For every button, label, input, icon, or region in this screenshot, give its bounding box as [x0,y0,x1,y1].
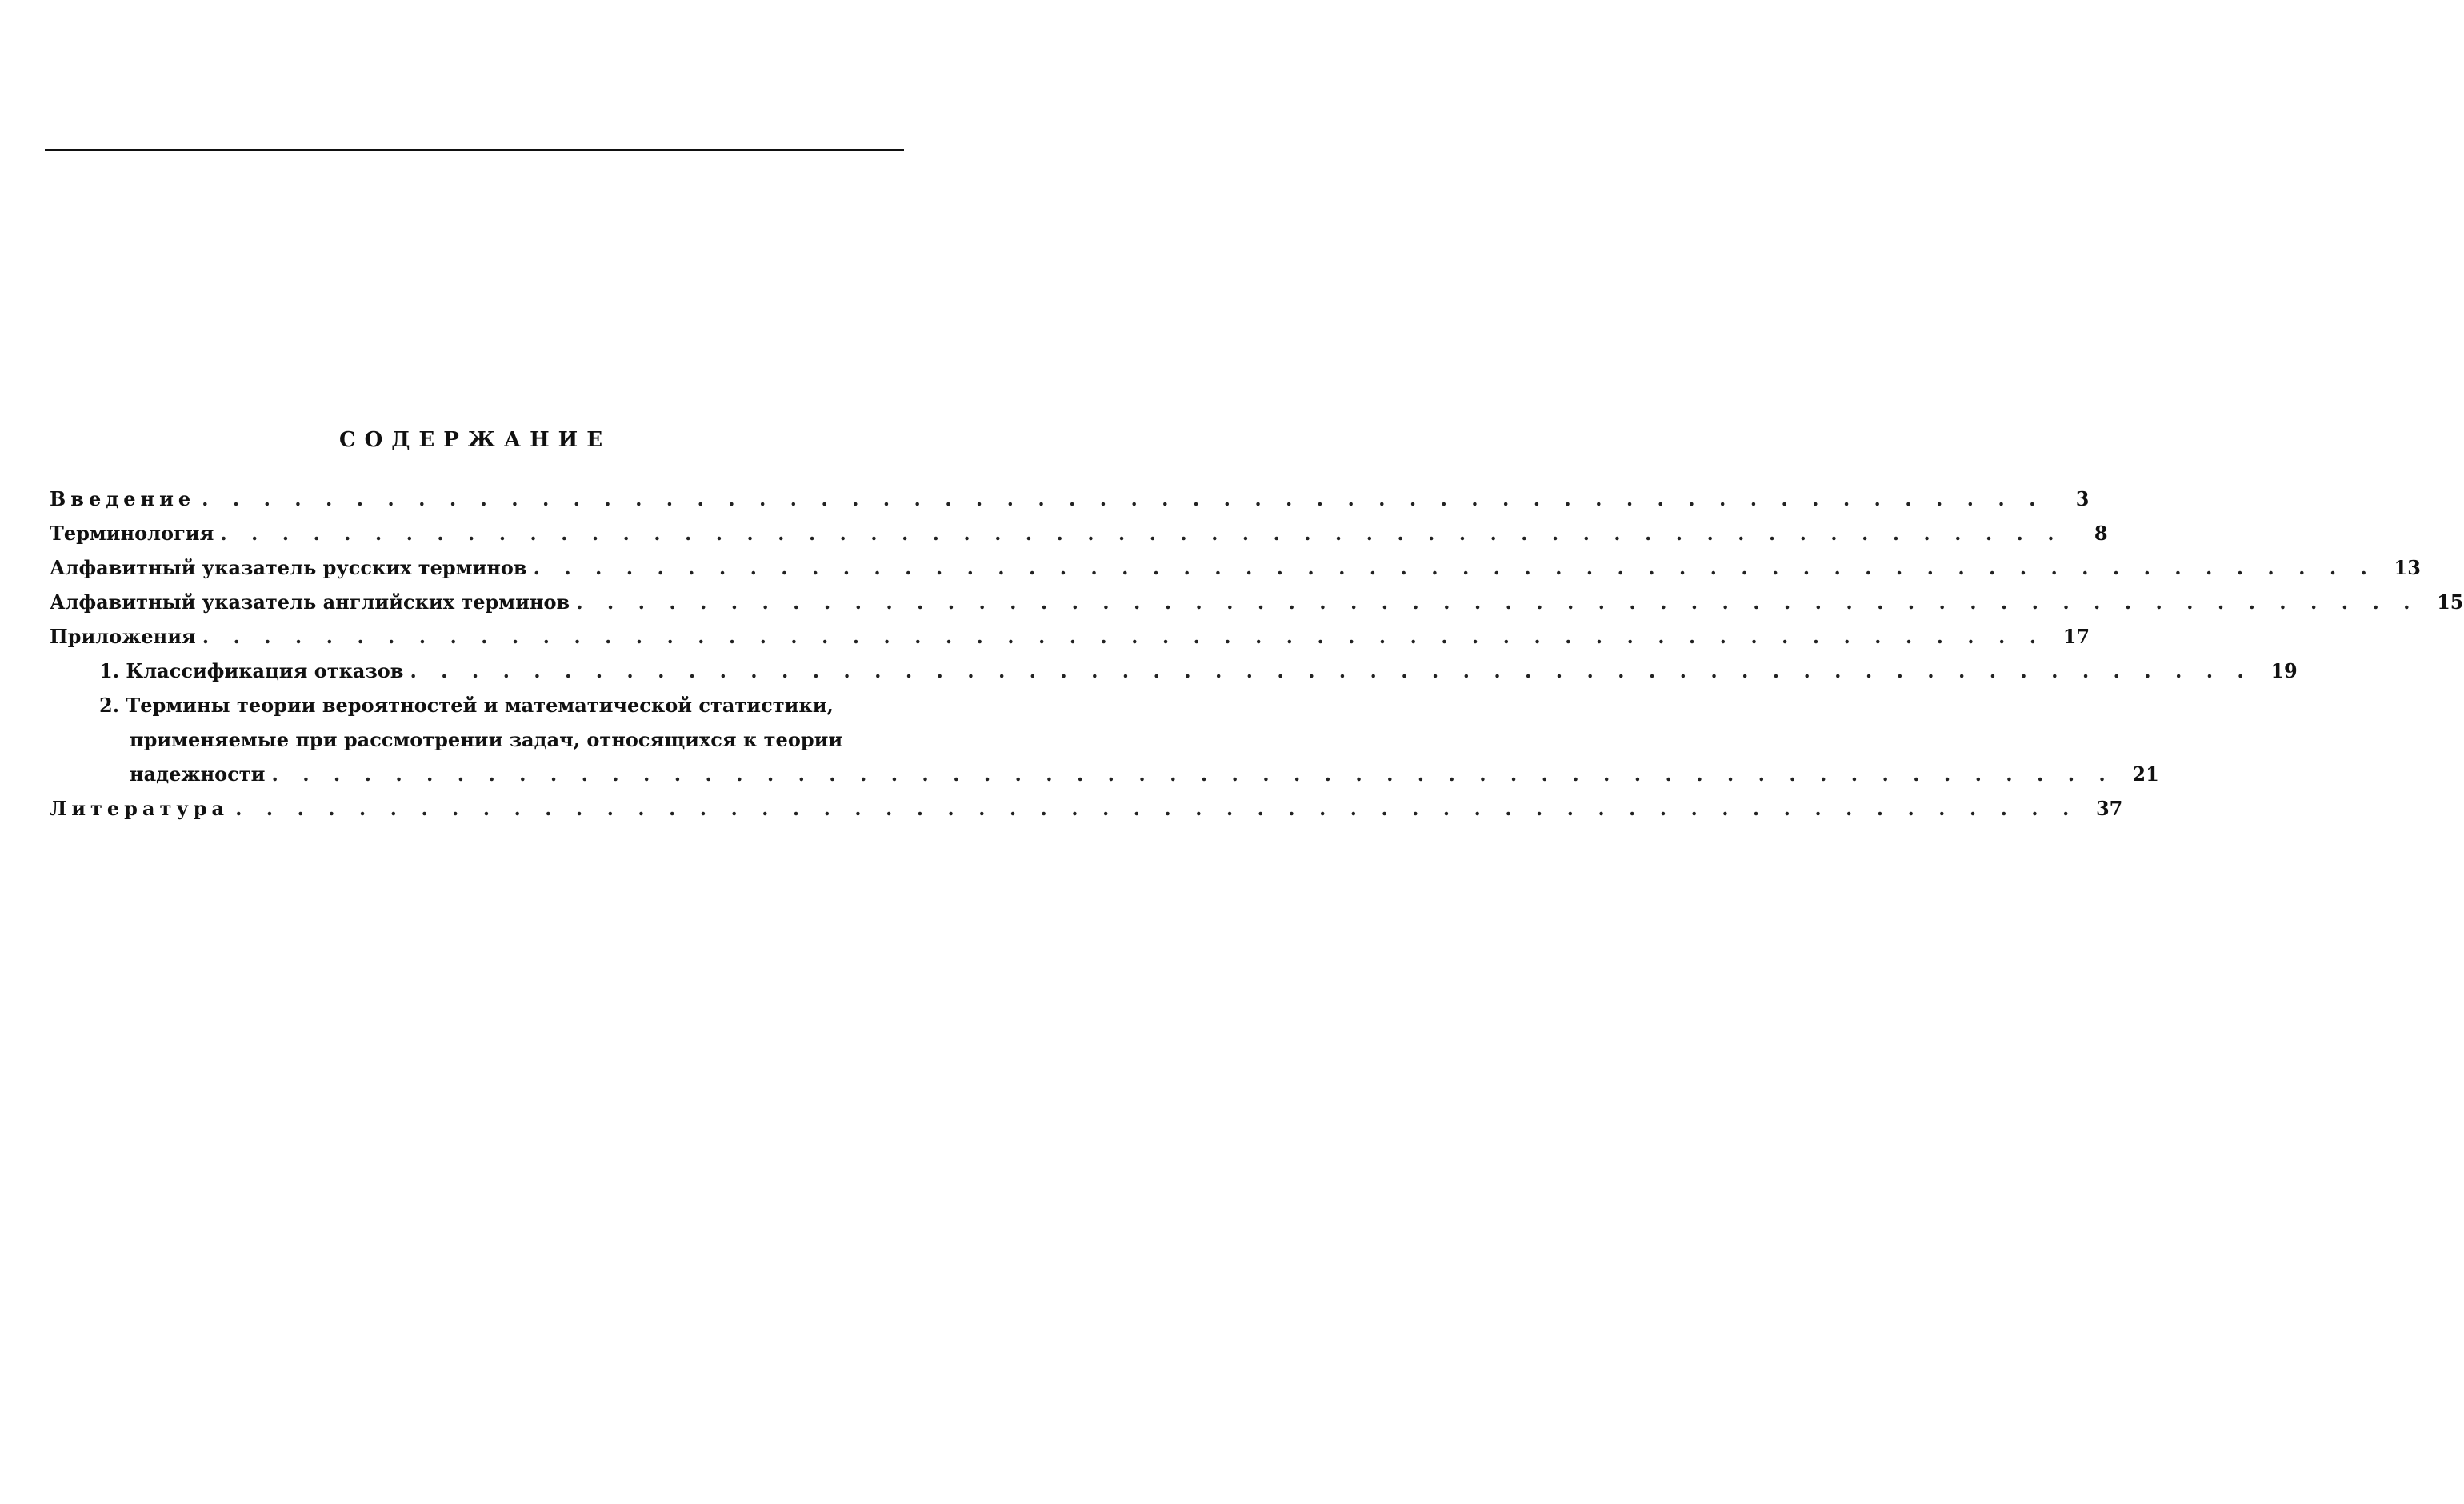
toc-item-page: 3 [2075,487,2090,510]
toc-item-title: Литература [50,797,230,820]
toc-item-probability-terms-line-1[interactable] [50,688,910,722]
toc-item-page: 37 [2095,797,2123,820]
toc-item-page: 15 [2437,590,2464,614]
toc-item-title: Алфавитный указатель русских терминов [50,556,527,579]
toc-item-page: 13 [2394,556,2421,579]
dot-leader: . . . . . . . . . . . . . . . . . . . . . . . . . . . . . . . . . . . . . . . . . . . . . . . . . . . . . . . . . . . . [533,556,2376,579]
dot-leader: . . . . . . . . . . . . . . . . . . . . . . . . . . . . . . . . . . . . . . . . . . . . . . . . . . . . . . . . . . . . [235,797,2078,820]
toc-item-probability-terms-line-2[interactable] [50,722,910,757]
dot-leader: . . . . . . . . . . . . . . . . . . . . . . . . . . . . . . . . . . . . . . . . . . . . . . . . . . . . . . . . . . . . [576,590,2419,614]
toc-item-title: 2. Термины теории вероятностей и математической статистики, [99,694,834,717]
toc-item-page: 19 [2270,659,2298,682]
toc-item-title: Введение [50,487,196,510]
table-of-contents [50,482,2464,826]
toc-item-title: 1. Классификация отказов [99,659,404,682]
contents-heading: СОДЕРЖАНИЕ [338,428,612,452]
toc-item-english-index[interactable] [50,585,2464,619]
dot-leader: . . . . . . . . . . . . . . . . . . . . . . . . . . . . . . . . . . . . . . . . . . . . . . . . . . . . . . . . . . . . [202,625,2046,648]
toc-item-terminology[interactable] [50,516,2108,550]
toc-item-page: 17 [2062,625,2090,648]
toc-item-appendices[interactable] [50,619,2090,654]
toc-item-title: Приложения [50,625,196,648]
toc-item-introduction[interactable] [50,482,2090,516]
dot-leader: . . . . . . . . . . . . . . . . . . . . . . . . . . . . . . . . . . . . . . . . . . . . . . . . . . . . . . . . . . . . [410,659,2253,682]
toc-item-failure-classification[interactable] [50,654,2298,688]
toc-item-probability-terms-line-3[interactable] [50,757,2159,791]
toc-item-literature[interactable] [50,791,2123,826]
toc-item-title: надежности [130,762,266,786]
toc-item-title: Терминология [50,522,214,545]
toc-item-title: применяемые при рассмотрении задач, относящихся к теории [130,728,843,751]
toc-item-page: 8 [2094,522,2108,545]
dot-leader: . . . . . . . . . . . . . . . . . . . . . . . . . . . . . . . . . . . . . . . . . . . . . . . . . . . . . . . . . . . . [220,522,2063,545]
toc-item-page: 21 [2132,762,2159,786]
dot-leader: . . . . . . . . . . . . . . . . . . . . . . . . . . . . . . . . . . . . . . . . . . . . . . . . . . . . . . . . . . . . [202,487,2045,510]
dot-leader: . . . . . . . . . . . . . . . . . . . . . . . . . . . . . . . . . . . . . . . . . . . . . . . . . . . . . . . . . . . . [271,762,2114,786]
top-rule [45,149,904,151]
toc-item-russian-index[interactable] [50,550,2421,585]
toc-item-title: Алфавитный указатель английских терминов [50,590,570,614]
